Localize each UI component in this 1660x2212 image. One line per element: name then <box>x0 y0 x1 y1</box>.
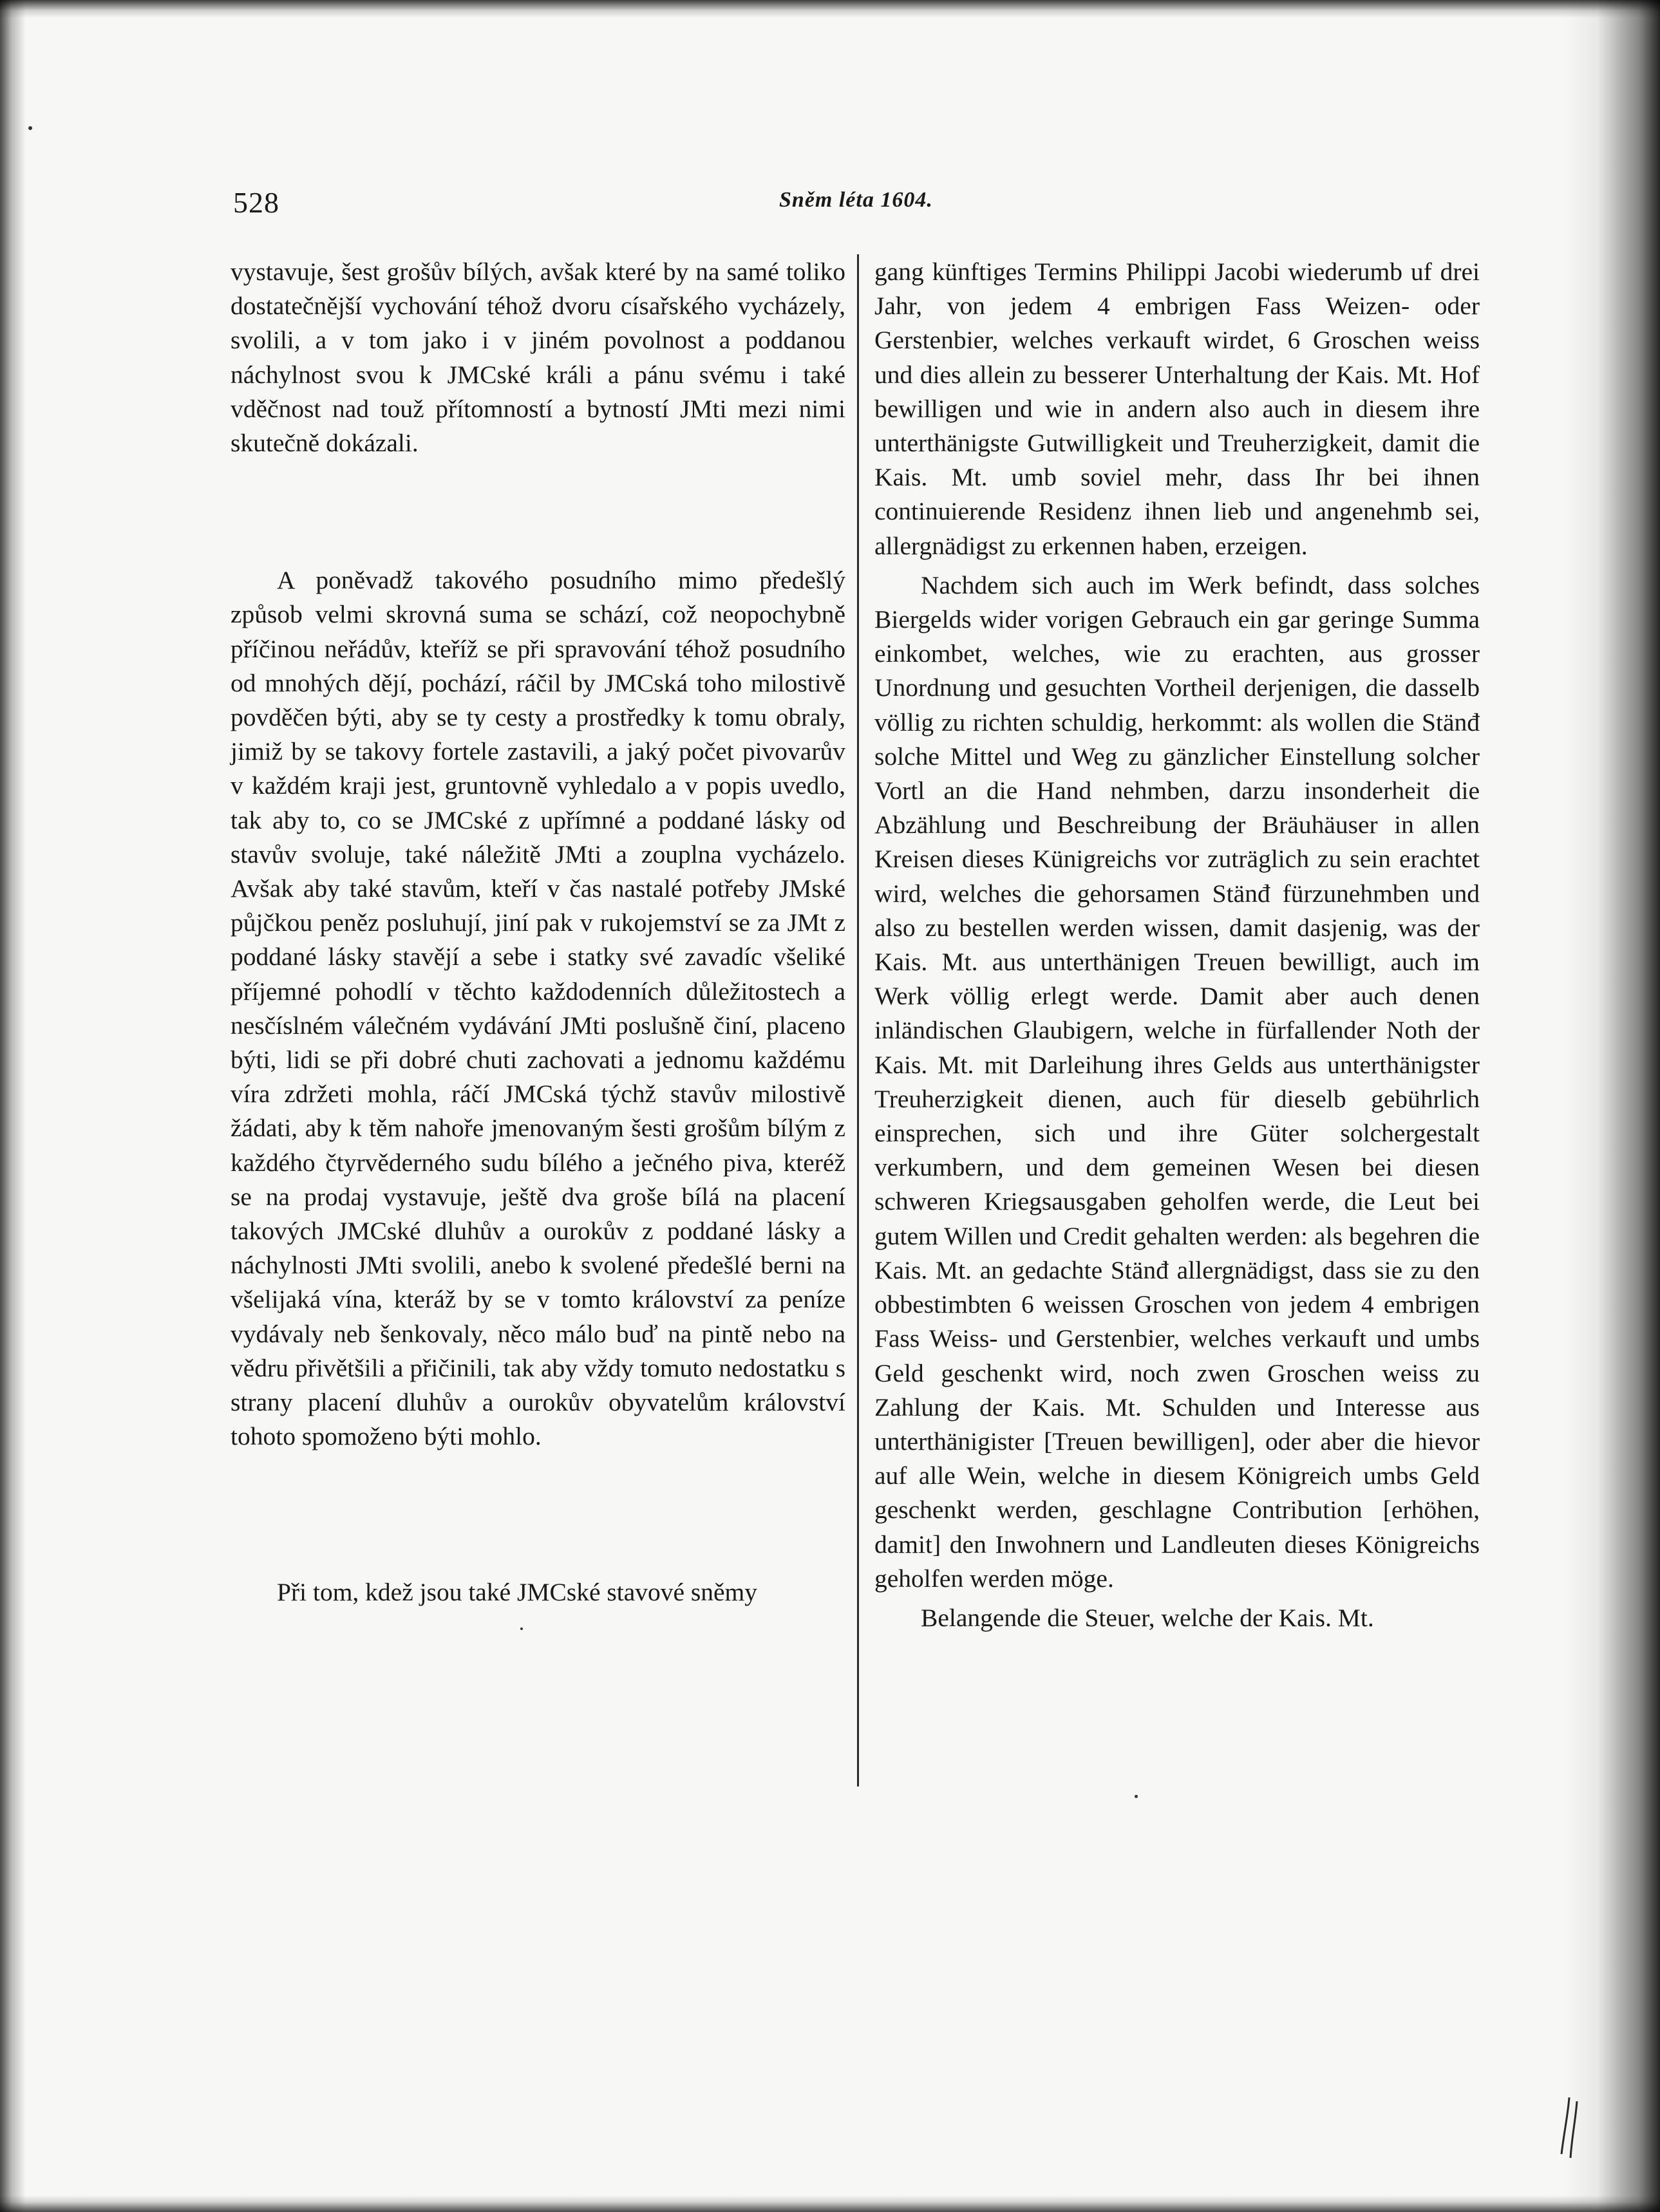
left-paragraph-3: Při tom, kdež jsou také JMCské stavové sněmy <box>277 1577 758 1606</box>
scan-speck <box>520 1627 523 1630</box>
right-paragraph-2: Nachdem sich auch im Werk befindt, dass solches Biergelds wider vorigen Gebrauch ein gar geringe Summa einkombet, welches, wie zu erachten, aus grosser Unordnung und gesuchten Vortheil derjenigen, die dasselb völlig zu richten schuldig, herkommt: als wollen die Stänđ solche Mittel und Weg zu gänzlicher Einstellung solcher Vortl an die Hand nehmben, darzu insonderheit die Abzählung und Beschreibung der Bräuhäuser in allen Kreisen dieses Künigreichs vor zuträglich zu sein erachtet wird, welches die gehorsamen Stänđ fürzunehmben und also zu bestellen werden wissen, damit dasjenig, was der Kais. Mt. aus unterthänigen Treuen bewilligt, auch im Werk völlig erlegt werde. Damit aber auch denen inländischen Glaubigern, welche in fürfallender Noth der Kais. Mt. mit Darleihung ihres Gelds aus unterthänigster Treuherzigkeit dienen, auch für dieselb gebührlich einsprechen, sich und ihre Güter solchergestalt verkumbern, und dem gemeinen Wesen bei diesen schweren Kriegsausgaben geholfen werde, die Leut bei gutem Willen und Credit gehalten werden: als begehren die Kais. Mt. an gedachte Stänđ allergnädigst, dass sie zu den obbestimbten 6 weissen Groschen von jedem 4 embrigen Fass Weiss- und Gerstenbier, welches verkauft und umbs Geld geschenkt wird, noch zwen Groschen weiss zu Zahlung der Kais. Mt. Schulden und Interesse aus unterthänigister [Treuen bewilligen], oder aber die hievor auf alle Wein, welche in diesem Königreich umbs Geld geschenkt werden, geschlagne Contribution [erhöhen, damit] den Inwohnern und Landleuten dieses Königreichs geholfen werden möge. <box>874 570 1480 1593</box>
scan-edge-right <box>1563 0 1660 2212</box>
scan-speck <box>28 126 32 130</box>
running-title: Sněm léta 1604. <box>779 188 933 212</box>
right-column-german <box>874 255 1480 1635</box>
scan-edge-bottom <box>0 2195 1660 2212</box>
margin-pencil-mark <box>1555 2092 1594 2163</box>
scan-edge-top <box>0 0 1660 18</box>
right-paragraph-3: Belangende die Steuer, welche der Kais. Mt. <box>921 1603 1374 1632</box>
column-divider <box>857 254 859 1786</box>
scan-edge-left <box>0 0 26 2212</box>
page-number: 528 <box>233 186 279 219</box>
left-paragraph-2: A poněvadž takového posudního mimo předešlý způsob velmi skrovná suma se schází, což neopochybně příčinou neřádův, kteříž se při spravování téhož posudního od mnohých dějí, pochází, ráčil by JMCská toho milostivě povděčen býti, aby se ty cesty a prostředky k tomu obraly, jimiž by se takovy fortele zastavili, a jaký počet pivovarův v každém kraji jest, gruntovně vyhledalo a v popis uvedlo, tak aby to, co se JMCské z upřímné a poddané lásky od stavův svoluje, také náležitě JMti a zouplna vycházelo. Avšak aby také stavům, kteří v čas nastalé potřeby JMské půjčkou peněz posluhují, jiní pak v rukojemství se za JMt z poddané lásky stavějí a sebe i statky své zavadíc všeliké příjemné pohodlí v těchto každodenních důležitostech a nesčíslném válečném vydávání JMti poslušně činí, placeno býti, lidi se při dobré chuti zachovati a jednomu každému víra zdržeti mohla, ráčí JMCská týchž stavův milostivě žádati, aby k těm nahoře jmenovaným šesti grošům bílým z každého čtyrvěderného sudu bílého a ječného piva, kteréž se na prodaj vystavuje, ještě dva groše bílá na placení takových JMCské dluhův a ourokův z poddané lásky a náchylnosti JMti svolili, anebo k svolené předešlé berni na všelijaká vína, kteráž by se v tomto království za peníze vydávaly neb šenkovaly, něco málo buď na pintě nebo na vědru přivětšili a přičinili, tak aby vždy tomuto nedostatku s strany placení dluhův a ourokův obyvatelům království tohoto spomoženo býti mohlo. <box>231 566 845 1451</box>
scan-speck <box>1135 1795 1138 1798</box>
left-paragraph-1: vystavuje, šest grošův bílých, avšak které by na samé toliko dostatečnější vychování téhož dvoru císařského vycházely, svolili, a v tom jako i v jiném povolnost a poddanou náchylnost svou k JMCské králi a pánu svému i také vděčnost nad touž přítomností a bytností JMti mezi nimi skutečně dokázali. <box>231 258 845 458</box>
left-column-czech <box>231 255 845 1609</box>
right-paragraph-1: gang künftiges Termins Philippi Jacobi wiederumb uf drei Jahr, von jedem 4 embrigen Fass Weizen- oder Gerstenbier, welches verkauft wirdet, 6 Groschen weiss und dies allein zu besserer Unterhaltung der Kais. Mt. Hof bewilligen und wie in andern also auch in diesem ihre unterthänigste Gutwilligkeit und Treuherzigkeit, damit die Kais. Mt. umb soviel mehr, dass Ihr bei ihnen continuierende Residenz ihnen lieb und angenehmb sei, allergnädigst zu erkennen haben, erzeigen. <box>874 258 1480 560</box>
